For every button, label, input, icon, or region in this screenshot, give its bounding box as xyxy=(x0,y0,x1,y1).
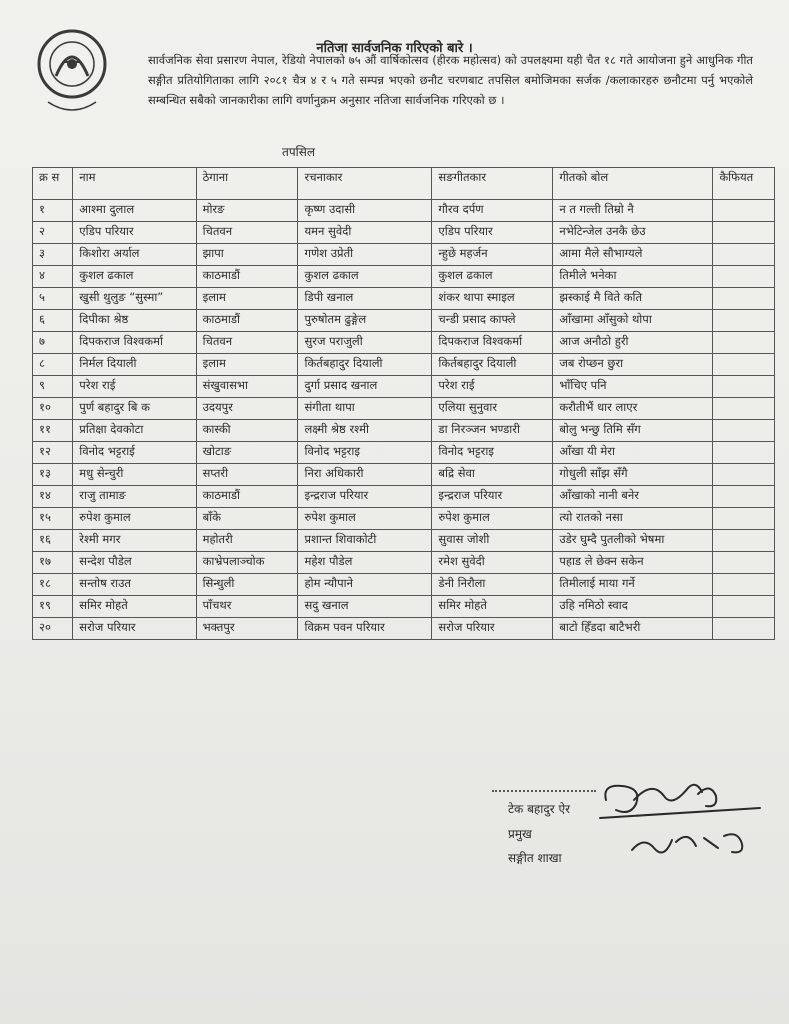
cell-song-lyrics: आमा मैले सौभाग्यले xyxy=(553,244,713,266)
cell-composer: चन्डी प्रसाद काफ्ले xyxy=(432,310,553,332)
cell-composer: शंकर थापा स्माइल xyxy=(432,288,553,310)
cell-address: खोटाङ xyxy=(196,442,298,464)
cell-composer: रमेश सुवेदी xyxy=(432,552,553,574)
table-row xyxy=(33,574,775,596)
cell-song-lyrics: तिमीलाई माया गर्ने xyxy=(553,574,713,596)
cell-lyricist: डिपी खनाल xyxy=(298,288,432,310)
radio-nepal-logo xyxy=(34,14,110,122)
cell-address: सप्तरी xyxy=(196,464,298,486)
cell-remarks xyxy=(713,442,775,464)
cell-song-lyrics: न त गल्ती तिम्रो नै xyxy=(553,200,713,222)
cell-name: आश्मा दुलाल xyxy=(73,200,196,222)
cell-remarks xyxy=(713,310,775,332)
cell-song-lyrics: करौतीभैं धार लाएर xyxy=(553,398,713,420)
cell-name: पुर्ण बहादुर बि क xyxy=(73,398,196,420)
signer-name: टेक बहादुर ऐर xyxy=(508,802,571,816)
cell-name: रेश्मी मगर xyxy=(73,530,196,552)
column-header-lyricist: रचनाकार xyxy=(298,168,432,200)
cell-composer: रुपेश कुमाल xyxy=(432,508,553,530)
cell-composer: परेश राई xyxy=(432,376,553,398)
cell-lyricist: विनोद भट्टराइ xyxy=(298,442,432,464)
cell-remarks xyxy=(713,596,775,618)
cell-address: चितवन xyxy=(196,332,298,354)
cell-serial: ७ xyxy=(33,332,73,354)
table-row xyxy=(33,200,775,222)
table-row xyxy=(33,354,775,376)
cell-remarks xyxy=(713,464,775,486)
cell-address: झापा xyxy=(196,244,298,266)
cell-name: एडिप परियार xyxy=(73,222,196,244)
cell-song-lyrics: पहाड ले छेक्न सकेन xyxy=(553,552,713,574)
cell-serial: १७ xyxy=(33,552,73,574)
cell-lyricist: होम न्यौपाने xyxy=(298,574,432,596)
cell-serial: १ xyxy=(33,200,73,222)
cell-name: खुसी थुलुङ “सुस्मा” xyxy=(73,288,196,310)
cell-lyricist: महेश पौडेल xyxy=(298,552,432,574)
cell-song-lyrics: बोलु भन्छु तिमि सँग xyxy=(553,420,713,442)
cell-name: सन्तोष राउत xyxy=(73,574,196,596)
table-row xyxy=(33,288,775,310)
cell-name: निर्मल दियाली xyxy=(73,354,196,376)
cell-composer: विनोद भट्टराइ xyxy=(432,442,553,464)
cell-lyricist: विक्रम पवन परियार xyxy=(298,618,432,640)
cell-serial: १४ xyxy=(33,486,73,508)
cell-address: कास्की xyxy=(196,420,298,442)
cell-lyricist: यमन सुवेदी xyxy=(298,222,432,244)
list-heading: तपसिल xyxy=(282,145,316,159)
column-header-address: ठेगाना xyxy=(196,168,298,200)
cell-composer: एलिया सुनुवार xyxy=(432,398,553,420)
table-row xyxy=(33,508,775,530)
table-row xyxy=(33,420,775,442)
cell-composer: समिर मोहते xyxy=(432,596,553,618)
cell-address: काठमाडौं xyxy=(196,266,298,288)
cell-remarks xyxy=(713,244,775,266)
cell-composer: कुशल ढकाल xyxy=(432,266,553,288)
column-header-serial: क्र स xyxy=(33,168,73,200)
cell-composer: किर्तबहादुर दियाली xyxy=(432,354,553,376)
cell-lyricist: सुरज पराजुली xyxy=(298,332,432,354)
cell-name: सरोज परियार xyxy=(73,618,196,640)
cell-name: कुशल ढकाल xyxy=(73,266,196,288)
table-row xyxy=(33,332,775,354)
intro-paragraph: सार्वजनिक सेवा प्रसारण नेपाल, रेडियो नेपालको ७५ औं वार्षिकोत्सव (हीरक महोत्सव) को उपलक्ष्यमा यही चैत १८ गते आयोजना हुने आधुनिक गीत सङ्गीत प्रतियोगिताका लागि २०८१ चैत्र ४ र ५ गते सम्पन्न भएको छनौट चरणबाट तपसिल बमोजिमका सर्जक /कलाकारहरु छनौटमा पर्नु भएकोले सम्बन्धित सबैको जानकारीका लागि वर्णानुक्रम अनुसार नतिजा सार्वजनिक गरिएको छ । xyxy=(148,53,753,107)
cell-song-lyrics: गोधुली साँझ सँगै xyxy=(553,464,713,486)
table-row xyxy=(33,464,775,486)
cell-song-lyrics: उडेर घुम्दै पुतलीको भेषमा xyxy=(553,530,713,552)
signature-dotted-line xyxy=(492,790,596,792)
cell-remarks xyxy=(713,332,775,354)
cell-name: विनोद भट्टराई xyxy=(73,442,196,464)
table-row xyxy=(33,618,775,640)
cell-lyricist: गणेश उप्रेती xyxy=(298,244,432,266)
cell-remarks xyxy=(713,486,775,508)
results-table xyxy=(32,167,775,640)
cell-remarks xyxy=(713,618,775,640)
cell-serial: ११ xyxy=(33,420,73,442)
cell-lyricist: रुपेश कुमाल xyxy=(298,508,432,530)
cell-composer: डा निरञ्जन भण्डारी xyxy=(432,420,553,442)
cell-remarks xyxy=(713,552,775,574)
cell-address: इलाम xyxy=(196,288,298,310)
cell-lyricist: संगीता थापा xyxy=(298,398,432,420)
cell-address: सिन्धुली xyxy=(196,574,298,596)
cell-name: परेश राई xyxy=(73,376,196,398)
cell-song-lyrics: उहि नमिठो स्वाद xyxy=(553,596,713,618)
cell-address: काठमाडौं xyxy=(196,486,298,508)
table-row xyxy=(33,486,775,508)
cell-composer: सुवास जोशी xyxy=(432,530,553,552)
cell-song-lyrics: त्यो रातको नसा xyxy=(553,508,713,530)
cell-composer: गौरव दर्पण xyxy=(432,200,553,222)
column-header-composer: सङगीतकार xyxy=(432,168,553,200)
cell-composer: दिपकराज विश्वकर्मा xyxy=(432,332,553,354)
table-row xyxy=(33,244,775,266)
cell-remarks xyxy=(713,398,775,420)
cell-name: दिपीका श्रेष्ठ xyxy=(73,310,196,332)
table-row xyxy=(33,596,775,618)
cell-song-lyrics: नभेटिन्जेल उनकै छेउ xyxy=(553,222,713,244)
cell-song-lyrics: आँखाको नानी बनेर xyxy=(553,486,713,508)
table-row xyxy=(33,442,775,464)
cell-remarks xyxy=(713,530,775,552)
cell-song-lyrics: जब रोप्छन छुरा xyxy=(553,354,713,376)
cell-lyricist: लक्ष्मी श्रेष्ठ रश्मी xyxy=(298,420,432,442)
header-row xyxy=(33,168,775,200)
cell-remarks xyxy=(713,200,775,222)
results-table-header xyxy=(33,168,775,200)
cell-lyricist: कुशल ढकाल xyxy=(298,266,432,288)
cell-serial: १० xyxy=(33,398,73,420)
cell-lyricist: निरा अधिकारी xyxy=(298,464,432,486)
cell-name: समिर मोहते xyxy=(73,596,196,618)
table-row xyxy=(33,266,775,288)
column-header-remarks: कैफियत xyxy=(713,168,775,200)
cell-song-lyrics: झस्काई मै विते कति xyxy=(553,288,713,310)
cell-composer: डेनी निरौला xyxy=(432,574,553,596)
cell-address: पाँचथर xyxy=(196,596,298,618)
cell-lyricist: इन्द्रराज परियार xyxy=(298,486,432,508)
cell-serial: १९ xyxy=(33,596,73,618)
cell-address: बाँके xyxy=(196,508,298,530)
cell-serial: ६ xyxy=(33,310,73,332)
cell-song-lyrics: आँखा यी मेरा xyxy=(553,442,713,464)
table-row xyxy=(33,398,775,420)
notice-title: नतिजा सार्वजनिक गरिएको बारे । xyxy=(316,41,473,56)
cell-serial: १५ xyxy=(33,508,73,530)
cell-serial: ८ xyxy=(33,354,73,376)
cell-remarks xyxy=(713,354,775,376)
column-header-song-lyrics: गीतको बोल xyxy=(553,168,713,200)
cell-remarks xyxy=(713,266,775,288)
cell-remarks xyxy=(713,376,775,398)
cell-name: मधु सेन्चुरी xyxy=(73,464,196,486)
cell-address: काठमाडौं xyxy=(196,310,298,332)
table-row xyxy=(33,222,775,244)
cell-address: उदयपुर xyxy=(196,398,298,420)
cell-lyricist: सदु खनाल xyxy=(298,596,432,618)
table-row xyxy=(33,310,775,332)
signer-department: सङ्गीत शाखा xyxy=(508,851,562,865)
cell-song-lyrics: आज अनौठो हुरी xyxy=(553,332,713,354)
cell-composer: सरोज परियार xyxy=(432,618,553,640)
cell-name: राजु तामाङ xyxy=(73,486,196,508)
cell-address: भक्तपुर xyxy=(196,618,298,640)
cell-serial: १६ xyxy=(33,530,73,552)
cell-serial: २ xyxy=(33,222,73,244)
cell-name: सन्देश पौडेल xyxy=(73,552,196,574)
cell-composer: एडिप परियार xyxy=(432,222,553,244)
cell-serial: ९ xyxy=(33,376,73,398)
table-row xyxy=(33,530,775,552)
table-row xyxy=(33,552,775,574)
cell-serial: १२ xyxy=(33,442,73,464)
cell-remarks xyxy=(713,420,775,442)
column-header-name: नाम xyxy=(73,168,196,200)
cell-song-lyrics: आँखामा आँसुको थोपा xyxy=(553,310,713,332)
cell-remarks xyxy=(713,222,775,244)
cell-composer: बद्रि सेवा xyxy=(432,464,553,486)
cell-lyricist: पुरुषोतम ढुङ्गेल xyxy=(298,310,432,332)
cell-serial: ३ xyxy=(33,244,73,266)
cell-name: किशोरा अर्याल xyxy=(73,244,196,266)
cell-lyricist: किर्तबहादुर दियाली xyxy=(298,354,432,376)
cell-lyricist: प्रशान्त शिवाकोटी xyxy=(298,530,432,552)
cell-address: मोरङ xyxy=(196,200,298,222)
cell-name: रुपेश कुमाल xyxy=(73,508,196,530)
cell-name: प्रतिक्षा देवकोटा xyxy=(73,420,196,442)
cell-remarks xyxy=(713,508,775,530)
cell-song-lyrics: भाँचिए पनि xyxy=(553,376,713,398)
cell-composer: न्हुछे महर्जन xyxy=(432,244,553,266)
cell-address: महोतरी xyxy=(196,530,298,552)
results-table-body xyxy=(33,200,775,640)
cell-address: चितवन xyxy=(196,222,298,244)
handwritten-signature xyxy=(592,778,772,868)
cell-song-lyrics: तिमीले भनेका xyxy=(553,266,713,288)
table-row xyxy=(33,376,775,398)
cell-composer: इन्द्रराज परियार xyxy=(432,486,553,508)
notice-intro xyxy=(148,50,753,110)
cell-address: इलाम xyxy=(196,354,298,376)
cell-address: काभ्रेपलाञ्चोक xyxy=(196,552,298,574)
cell-serial: ५ xyxy=(33,288,73,310)
cell-serial: १८ xyxy=(33,574,73,596)
cell-lyricist: कृष्ण उदासी xyxy=(298,200,432,222)
cell-address: संखुवासभा xyxy=(196,376,298,398)
cell-name: दिपकराज विश्वकर्मा xyxy=(73,332,196,354)
cell-remarks xyxy=(713,574,775,596)
cell-serial: ४ xyxy=(33,266,73,288)
signer-designation: प्रमुख xyxy=(508,827,532,841)
cell-song-lyrics: बाटो हिँडदा बाटैभरी xyxy=(553,618,713,640)
cell-serial: २० xyxy=(33,618,73,640)
cell-serial: १३ xyxy=(33,464,73,486)
cell-lyricist: दुर्गा प्रसाद खनाल xyxy=(298,376,432,398)
cell-remarks xyxy=(713,288,775,310)
